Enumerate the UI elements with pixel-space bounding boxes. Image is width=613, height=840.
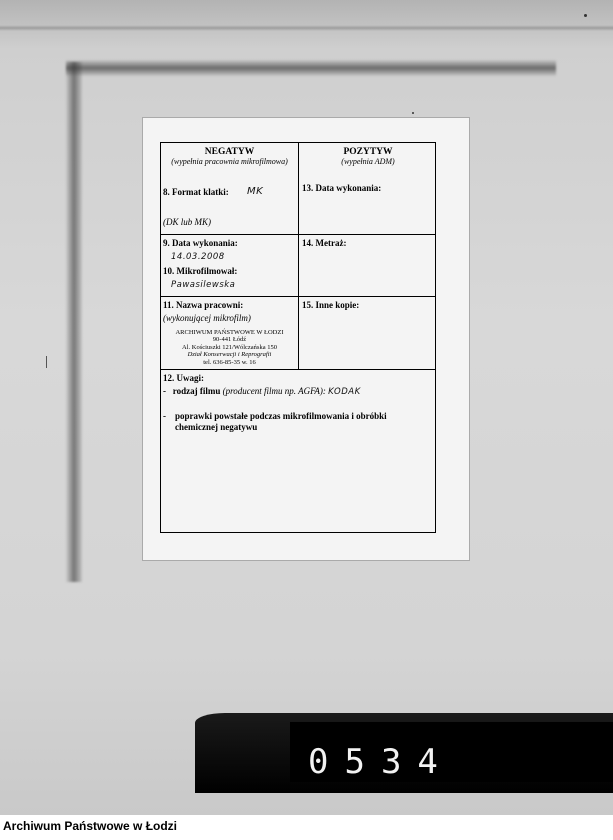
row-divider <box>161 234 435 235</box>
footer-archive-name: Archiwum Państwowe w Łodzi <box>3 819 178 833</box>
uwagi-item-corrections: poprawki powstałe podczas mikrofilmowania i obróbki chemicznej negatywu <box>175 411 387 432</box>
row-divider <box>161 369 435 370</box>
frame-number: 0534 <box>308 742 454 782</box>
bullet: - <box>163 386 166 396</box>
pozytyw-header <box>299 147 437 166</box>
metraz-label: 14. Metraż: <box>302 238 347 248</box>
column-divider <box>298 143 299 369</box>
stamp-line: Al. Kościuszki 121/Wólczańska 150 <box>182 343 277 351</box>
stamp-line: ARCHIWUM PAŃSTWOWE W ŁODZI <box>175 329 284 336</box>
film-shadow-vertical <box>66 62 82 582</box>
format-label: 8. Format klatki: <box>163 187 229 197</box>
film-scratch <box>46 356 47 368</box>
data9-label: 9. Data wykonania: <box>163 238 238 248</box>
uwagi-item-film <box>163 386 433 397</box>
format-value: MK <box>247 186 264 197</box>
negatyw-title: NEGATYW <box>204 147 255 157</box>
film-streak <box>0 25 613 31</box>
stamp-line: tel. 636-85-35 w. 16 <box>203 358 256 366</box>
stamp-line: Dział Konserwacji i Reprografii <box>187 351 272 359</box>
stamp-line: 90-441 Łódź <box>212 336 247 344</box>
negatyw-header <box>161 147 298 166</box>
data9-value: 14.03.2008 <box>171 252 225 262</box>
bullet: - <box>163 411 166 421</box>
film-shadow-horizontal <box>66 60 556 76</box>
data13-label: 13. Data wykonania: <box>302 183 382 193</box>
kopie-label: 15. Inne kopie: <box>302 300 360 310</box>
row-divider <box>161 296 435 297</box>
film-type-hint: (producent filmu np. AGFA): <box>222 386 326 396</box>
format-hint: (DK lub MK) <box>163 217 211 227</box>
pozytyw-title: POZYTYW <box>343 147 393 157</box>
microfilm-form-table <box>160 142 436 533</box>
pracownia-subtitle: (wykonującej mikrofilm) <box>163 313 251 323</box>
mikrofilmowal-signature: Pawasilewska <box>171 280 236 290</box>
negatyw-subtitle: (wypełnia pracownia mikrofilmowa) <box>171 157 288 166</box>
dust-speck <box>412 112 414 114</box>
dust-speck <box>584 14 587 17</box>
footer-bar <box>0 815 613 840</box>
uwagi-label: 12. Uwagi: <box>163 373 204 383</box>
film-type-label: rodzaj filmu <box>172 386 221 396</box>
film-type-value: KODAK <box>328 387 361 397</box>
mikrofilmowal-label: 10. Mikrofilmował: <box>163 266 238 276</box>
pozytyw-subtitle: (wypełnia ADM) <box>341 157 395 166</box>
archive-stamp <box>161 329 298 366</box>
pracownia-label: 11. Nazwa pracowni: <box>163 300 244 310</box>
